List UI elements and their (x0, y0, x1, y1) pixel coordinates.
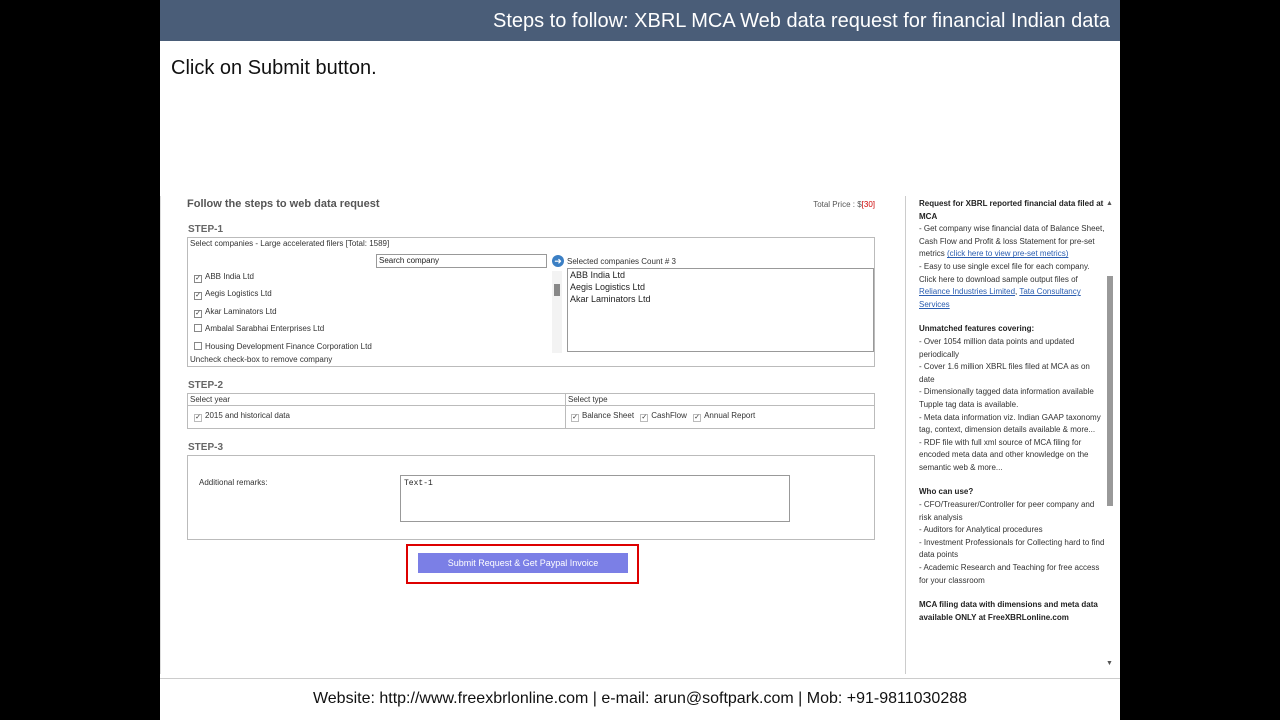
step1-header: Select companies - Large accelerated filers [Total: 1589] (188, 238, 874, 250)
preset-metrics-link[interactable]: (click here to view pre-set metrics) (947, 249, 1069, 259)
step1-box (187, 237, 875, 367)
slide-footer: Website: http://www.freexbrlonline.com | e-mail: arun@softpark.com | Mob: +91-9811030288 (312, 690, 968, 707)
divider (160, 196, 161, 674)
remarks-label: Additional remarks: (199, 478, 268, 487)
company-list-scroll-thumb[interactable] (554, 284, 560, 296)
who-title: Who can use? (919, 487, 974, 497)
type-column (566, 394, 874, 428)
selected-count: Selected companies Count # 3 (567, 257, 676, 266)
scroll-up-icon[interactable]: ▲ (1106, 200, 1113, 207)
selected-item[interactable]: Aegis Logistics Ltd (570, 282, 646, 292)
add-arrow-icon[interactable]: ➜ (552, 255, 564, 267)
type-header: Select type (566, 394, 874, 406)
footer-divider (160, 678, 1120, 679)
reliance-link[interactable]: Reliance Industries Limited (919, 287, 1016, 297)
sidebar-intro-title: Request for XBRL reported financial data filed at MCA (919, 199, 1104, 221)
instruction-text: Click on Submit button. (171, 57, 377, 79)
type-balance-sheet[interactable]: Balance Sheet (582, 411, 635, 420)
company-item-aegis[interactable]: ✓ Aegis Logistics Ltd (195, 289, 272, 299)
total-price-label: Total Price : $ (813, 200, 862, 209)
checkbox-checked[interactable]: ✓ (195, 275, 201, 282)
mca-title: MCA filing data with dimensions and meta data available ONLY at FreeXBRLonline.com (919, 600, 1098, 622)
sidebar-who: Who can use? - CFO/Treasurer/Controller for peer company and risk analysis - Auditors for Analytical procedures - Investment Professionals for Collecting hard to find data points - Academic Research and Teaching for free access for your classroom (919, 487, 1105, 585)
form-heading: Follow the steps to web data request (187, 198, 380, 210)
checkbox-checked[interactable]: ✓ (195, 292, 201, 299)
checkbox-checked[interactable]: ✓ (572, 414, 578, 421)
request-form (187, 196, 877, 674)
year-header: Select year (188, 394, 565, 406)
type-options (571, 411, 755, 422)
year-column (188, 394, 566, 428)
checkbox-checked[interactable]: ✓ (694, 414, 701, 421)
year-option[interactable]: ✓ 2015 and historical data (195, 411, 290, 421)
selected-companies-list[interactable] (567, 268, 874, 352)
slide-title: Steps to follow: XBRL MCA Web data request for financial Indian data (160, 0, 1120, 41)
step1-label: STEP-1 (188, 224, 224, 235)
remarks-textarea[interactable]: Text-1 (400, 475, 790, 522)
sidebar-mca (919, 599, 1107, 624)
total-price-value: [30] (861, 200, 875, 209)
step3-box (187, 455, 875, 540)
info-sidebar (905, 196, 1120, 674)
checkbox-checked[interactable]: ✓ (641, 414, 648, 421)
sidebar-features: Unmatched features covering: - Over 1054 million data points and updated periodically - Cover 1.6 million XBRL files filed at MCA as on date - Dimensionally tagged data information available Tupple tag data is available. - Meta data information viz. Indian GAAP taxonomy tag, context, dimension details available & more... - RDF file with full xml source of MCA filing for encoded meta data and other knowledge on the semantic web & more... (919, 324, 1101, 472)
checkbox-unchecked[interactable] (194, 324, 202, 332)
sidebar-intro: Request for XBRL reported financial data filed at MCA - Get company wise financial data of Balance Sheet, Cash Flow and Profit & loss Statement for pre-set metrics (click here to view pre-set metrics) - Easy to use single excel file for each company. Click here to download sample output files of Reliance Industries Limited, Tata Consultancy Services (919, 199, 1105, 309)
type-cashflow[interactable]: CashFlow (651, 411, 687, 420)
step2-label: STEP-2 (188, 380, 224, 391)
embedded-screenshot (160, 196, 1120, 674)
step3-label: STEP-3 (188, 442, 224, 453)
scroll-down-icon[interactable]: ▼ (1106, 660, 1113, 667)
company-list[interactable] (190, 268, 564, 352)
checkbox-unchecked[interactable] (194, 342, 202, 350)
total-price (813, 200, 875, 209)
checkbox-checked[interactable]: ✓ (195, 310, 201, 317)
company-item-abb[interactable]: ✓ ABB India Ltd (195, 272, 254, 282)
company-item-ambalal[interactable]: Ambalal Sarabhai Enterprises Ltd (194, 324, 324, 333)
tcs-link[interactable]: Tata Consultancy Services (919, 287, 1081, 309)
step2-box (187, 393, 875, 429)
search-company-input[interactable]: Search company (376, 254, 547, 268)
company-item-hdfc[interactable]: Housing Development Finance Corporation Ltd (194, 342, 372, 351)
sidebar-scrollbar[interactable] (1107, 276, 1113, 506)
features-title: Unmatched features covering: (919, 324, 1035, 334)
checkbox-checked[interactable]: ✓ (195, 414, 201, 421)
uncheck-note: Uncheck check-box to remove company (190, 355, 333, 364)
selected-item[interactable]: Akar Laminators Ltd (570, 294, 651, 304)
company-item-akar[interactable]: ✓ Akar Laminators Ltd (195, 307, 277, 317)
slide (160, 0, 1120, 720)
selected-item[interactable]: ABB India Ltd (570, 270, 626, 280)
type-annual-report[interactable]: Annual Report (704, 411, 756, 420)
submit-request-button[interactable]: Submit Request & Get Paypal Invoice (418, 553, 628, 573)
